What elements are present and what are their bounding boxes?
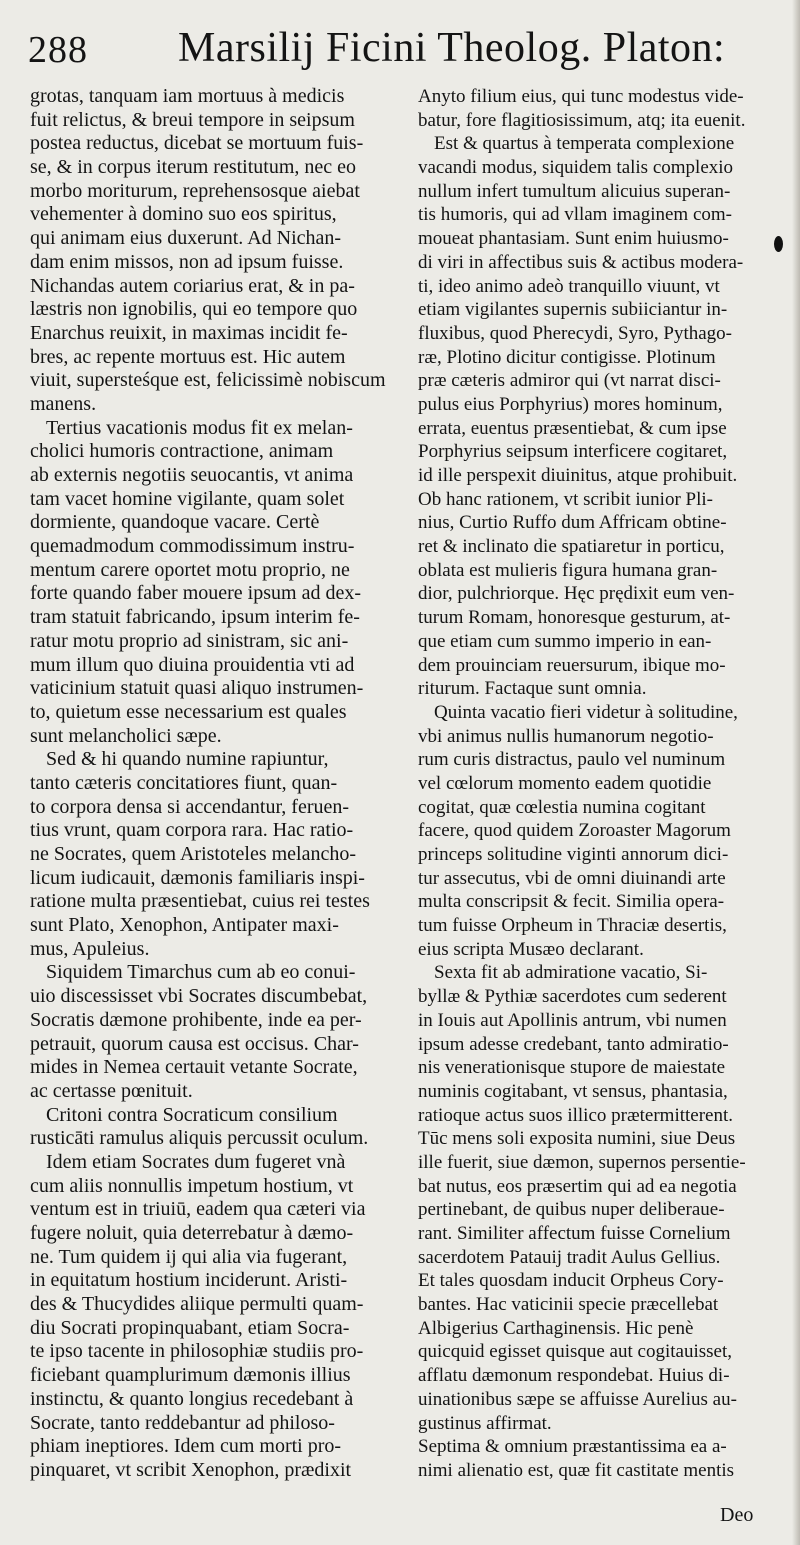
text-line: Albigerius Carthaginensis. Hic penè — [418, 1317, 694, 1339]
text-line: pinquaret, vt scribit Xenophon, prædixit — [30, 1458, 352, 1481]
text-line: id ille perspexit diuinitus, atque prohibuit. — [418, 465, 738, 486]
text-line: rusticāti ramulus aliquis percussit oculum. — [30, 1127, 369, 1150]
text-line: nis venerationisque stupore de maiestate — [418, 1057, 726, 1079]
text-line: multa conscripsit & fecit. Similia opera- — [418, 891, 725, 913]
text-line: in equitatum hostium inciderunt. Aristi- — [30, 1269, 348, 1292]
text-line: ventum est in triuiū, eadem qua cæteri via — [30, 1198, 366, 1221]
text-line: Tūc mens soli exposita numini, siue Deus — [418, 1128, 736, 1150]
text-line: viuit, supersteśque est, felicissimè nobiscum — [30, 369, 386, 392]
text-line: qui animam eius duxerunt. Ad Nichan- — [30, 227, 342, 250]
text-line: facere, quod quidem Zoroaster Magorum — [418, 820, 731, 842]
text-line: læstris non ignobilis, qui eo tempore quo — [30, 298, 358, 321]
text-line: sacerdotem Patauij tradit Aulus Gellius. — [418, 1246, 721, 1268]
text-line: des & Thucydides aliique permulti quam- — [30, 1293, 364, 1316]
text-line: to corpora densa si accendantur, feruen- — [30, 795, 350, 818]
left-text-column — [30, 85, 402, 1483]
text-line: riturum. Factaque sunt omnia. — [418, 678, 647, 700]
text-line: Porphyrius seipsum interficere cogitaret, — [418, 441, 728, 463]
text-line: ne Socrates, quem Aristoteles melancho- — [30, 843, 357, 865]
text-line: tum fuisse Orpheum in Thraciæ desertis, — [418, 915, 727, 937]
text-line: tanto cæteris concitatiores fiunt, quan- — [30, 771, 338, 794]
page-header — [28, 18, 788, 78]
text-line: instinctu, & quanto longius recedebant à — [30, 1387, 354, 1410]
text-line: Socrate, tanto reddebantur ad philoso- — [30, 1411, 335, 1434]
text-line: Sexta fit ab admiratione vacatio, Si- — [434, 962, 708, 984]
text-line: mides in Nemea certauit vetante Socrate, — [30, 1056, 358, 1079]
text-line: Nichandas autem coriarius erat, & in pa- — [30, 274, 355, 297]
right-text-column — [418, 85, 770, 1483]
text-line: tam vacet homine vigilante, quam solet — [30, 487, 345, 510]
text-line: sunt melancholici sæpe. — [30, 724, 222, 747]
text-line: di viri in affectibus suis & actibus modera- — [418, 251, 744, 273]
text-line: quemadmodum commodissimum instru- — [30, 535, 355, 558]
text-line: Critoni contra Socraticum consilium — [46, 1103, 338, 1126]
text-line: ratioque actus suos illico prætermitterent. — [418, 1104, 734, 1126]
text-line: cum aliis nonnullis impetum hostium, vt — [30, 1174, 354, 1197]
text-line: ræ, Plotino dicitur contigisse. Plotinum — [418, 346, 716, 368]
text-line: postea reductus, dicebat se mortuum fuis- — [30, 132, 364, 155]
text-line: se, & in corpus iterum restitutum, nec eo — [30, 156, 357, 179]
text-line: numinis cogitabant, vt sensus, phantasia, — [418, 1080, 728, 1102]
text-line: Enarchus reuixit, in maximas incidit fe- — [30, 321, 348, 344]
text-line: forte quando faber mouere ipsum ad dex- — [30, 582, 361, 605]
text-line: uio discessisset vbi Socrates discumbebat, — [30, 985, 368, 1008]
text-line: rum curis distractus, paulo vel numinum — [418, 749, 726, 771]
text-line: te ipso tacente in philosophiæ studiis pro- — [30, 1340, 364, 1363]
text-line: moueat phantasiam. Sunt enim huiusmo- — [418, 228, 729, 250]
text-line: oblata est mulieris figura humana gran- — [418, 559, 718, 581]
text-line: fluxibus, quod Pherecydi, Syro, Pythago- — [418, 322, 733, 344]
text-line: errata, euentus præsentiebat, & cum ipse — [418, 417, 727, 439]
text-line: diu Socrati propinquabant, etiam Socra- — [30, 1316, 350, 1339]
text-line: vaticinium statuit quasi aliquo instrumen- — [30, 677, 364, 700]
text-line: cogitat, quæ cœlestia numina cogitant — [418, 796, 706, 818]
page-edge-shadow — [792, 0, 800, 1545]
text-line: licum iudicauit, dæmonis familiaris inspi- — [30, 866, 365, 889]
text-line: dem prouinciam reuersurum, ibique mo- — [418, 654, 726, 676]
text-line: princeps solitudine viginti annorum dici- — [418, 844, 729, 865]
text-line: ne. Tum quidem ij qui alia via fugerant, — [30, 1245, 348, 1268]
text-line: vbi animus nullis humanorum negotio- — [418, 725, 714, 747]
text-line: Anyto filium eius, qui tunc modestus vide- — [418, 86, 744, 107]
page-number: 288 — [28, 29, 88, 71]
text-line: bantes. Hac vaticinii specie præcellebat — [418, 1294, 719, 1316]
text-line: fugere noluit, quia deterrebatur à dæmo- — [30, 1222, 354, 1244]
text-line: mum illum quo diuina prouidentia vti ad — [30, 653, 355, 676]
text-line: batur, fore flagitiosissimum, atq; ita euenit. — [418, 109, 746, 131]
text-line: Quinta vacatio fieri videtur à solitudine, — [434, 701, 738, 723]
text-line: Est & quartus à temperata complexione — [434, 133, 735, 155]
text-line: præ cæteris admiror qui (vt narrat disci- — [418, 370, 721, 392]
text-line: mentum carere oportet motu proprio, ne — [30, 558, 350, 581]
text-line: Siquidem Timarchus cum ab eo conui- — [46, 961, 356, 984]
text-line: tram statuit fabricando, ipsum interim fe- — [30, 606, 360, 629]
running-title: Marsilij Ficini Theolog. Platon: — [178, 25, 726, 71]
text-line: tius vrunt, quam corpora rara. Hac ratio- — [30, 819, 354, 842]
text-line: ret & inclinato die spatiaretur in porticu, — [418, 536, 725, 558]
text-line: dormiente, quandoque vacare. Certè — [30, 511, 320, 534]
text-line: to, quietum esse necessarium est quales — [30, 700, 347, 723]
text-line: sunt Plato, Xenophon, Antipater maxi- — [30, 914, 339, 937]
text-line: ab externis negotiis seuocantis, vt anima — [30, 464, 354, 486]
text-line: in Iouis aut Apollinis antrum, vbi numen — [418, 1009, 727, 1031]
text-line: phiam ineptiores. Idem cum morti pro- — [30, 1435, 342, 1458]
text-line: nimi alienatio est, quæ fit castitate mentis — [418, 1459, 735, 1481]
text-line: afflatu dæmonum respondebat. Huius di- — [418, 1365, 730, 1387]
text-line: pertinebant, de quibus nuper deliberaue- — [418, 1199, 725, 1221]
ink-mark — [774, 236, 783, 252]
text-line: ratione multa præsentiebat, cuius rei testes — [30, 890, 370, 913]
text-line: morbo moriturum, reprehensosque aiebat — [30, 179, 360, 202]
text-line: tur assecutus, vbi de omni diuinandi arte — [418, 867, 726, 889]
text-line: ficiebant quamplurimum dæmonis illius — [30, 1364, 351, 1387]
text-line: nullum infert tumultum alicuius superan- — [418, 180, 731, 202]
text-line: vel cœlorum momento eadem quotidie — [418, 772, 712, 794]
text-line: byllæ & Pythiæ sacerdotes cum sederent — [418, 986, 727, 1008]
text-line: que etiam cum summo imperio in ean- — [418, 630, 712, 652]
text-line: Socratis dæmone prohibente, inde ea per- — [30, 1008, 362, 1031]
text-line: vehementer à domino suo eos spiritus, — [30, 203, 337, 226]
text-line: fuit relictus, & breui tempore in seipsum — [30, 108, 355, 131]
text-line: cholici humoris contractione, animam — [30, 440, 334, 463]
text-line: dam enim missos, non ad ipsum fuisse. — [30, 250, 344, 273]
text-line: Idem etiam Socrates dum fugeret vnà — [46, 1150, 346, 1173]
text-line: rant. Similiter affectum fuisse Cornelium — [418, 1223, 731, 1244]
text-line: grotas, tanquam iam mortuus à medicis — [30, 85, 345, 107]
text-line: nius, Curtio Ruffo dum Affricam obtine- — [418, 512, 727, 534]
text-line: ipsum adesse credebant, tanto admiratio- — [418, 1033, 729, 1055]
text-line: bres, ac repente mortuus est. Hic autem — [30, 345, 346, 368]
text-line: ratur motu proprio ad sinistram, sic ani- — [30, 629, 349, 652]
text-line: vacandi modus, siquidem talis complexio — [418, 157, 734, 179]
text-line: mus, Apuleius. — [30, 937, 150, 960]
text-line: Sed & hi quando numine rapiuntur, — [46, 748, 329, 771]
text-line: ille fuerit, siue dæmon, supernos persentie- — [418, 1151, 746, 1173]
text-line: Ob hanc rationem, vt scribit iunior Pli- — [418, 488, 713, 510]
text-line: gustinus affirmat. — [418, 1412, 552, 1434]
text-line: manens. — [30, 392, 97, 415]
text-line: pulus eius Porphyrius) mores hominum, — [418, 393, 723, 415]
text-line: quicquid egisset quisque aut cogitauisset, — [418, 1341, 732, 1363]
text-line: petrauit, quorum causa est occisus. Char- — [30, 1032, 359, 1055]
text-line: etiam vigilantes supernis subiiciantur in- — [418, 299, 728, 321]
catchword: Deo — [720, 1504, 754, 1526]
text-line: tis humoris, qui ad vllam imaginem com- — [418, 204, 732, 226]
text-line: turum Romam, honoresque gesturum, at- — [418, 607, 731, 629]
text-line: ac certasse pœnituit. — [30, 1079, 193, 1102]
text-line: eius scripta Musæo declarant. — [418, 938, 644, 960]
text-line: Tertius vacationis modus fit ex melan- — [46, 416, 353, 439]
text-line: dior, pulchriorque. Hęc prędixit eum ven- — [418, 583, 735, 605]
text-line: Et tales quosdam inducit Orpheus Cory- — [418, 1270, 724, 1292]
text-line: Septima & omnium præstantissima ea a- — [418, 1436, 727, 1458]
text-line: bat nutus, eos præsertim qui ad ea negotia — [418, 1175, 737, 1197]
text-line: ti, ideo animo adeò tranquillo viuunt, vt — [418, 275, 720, 297]
text-line: uinationibus sæpe se affuisse Aurelius au- — [418, 1388, 737, 1410]
